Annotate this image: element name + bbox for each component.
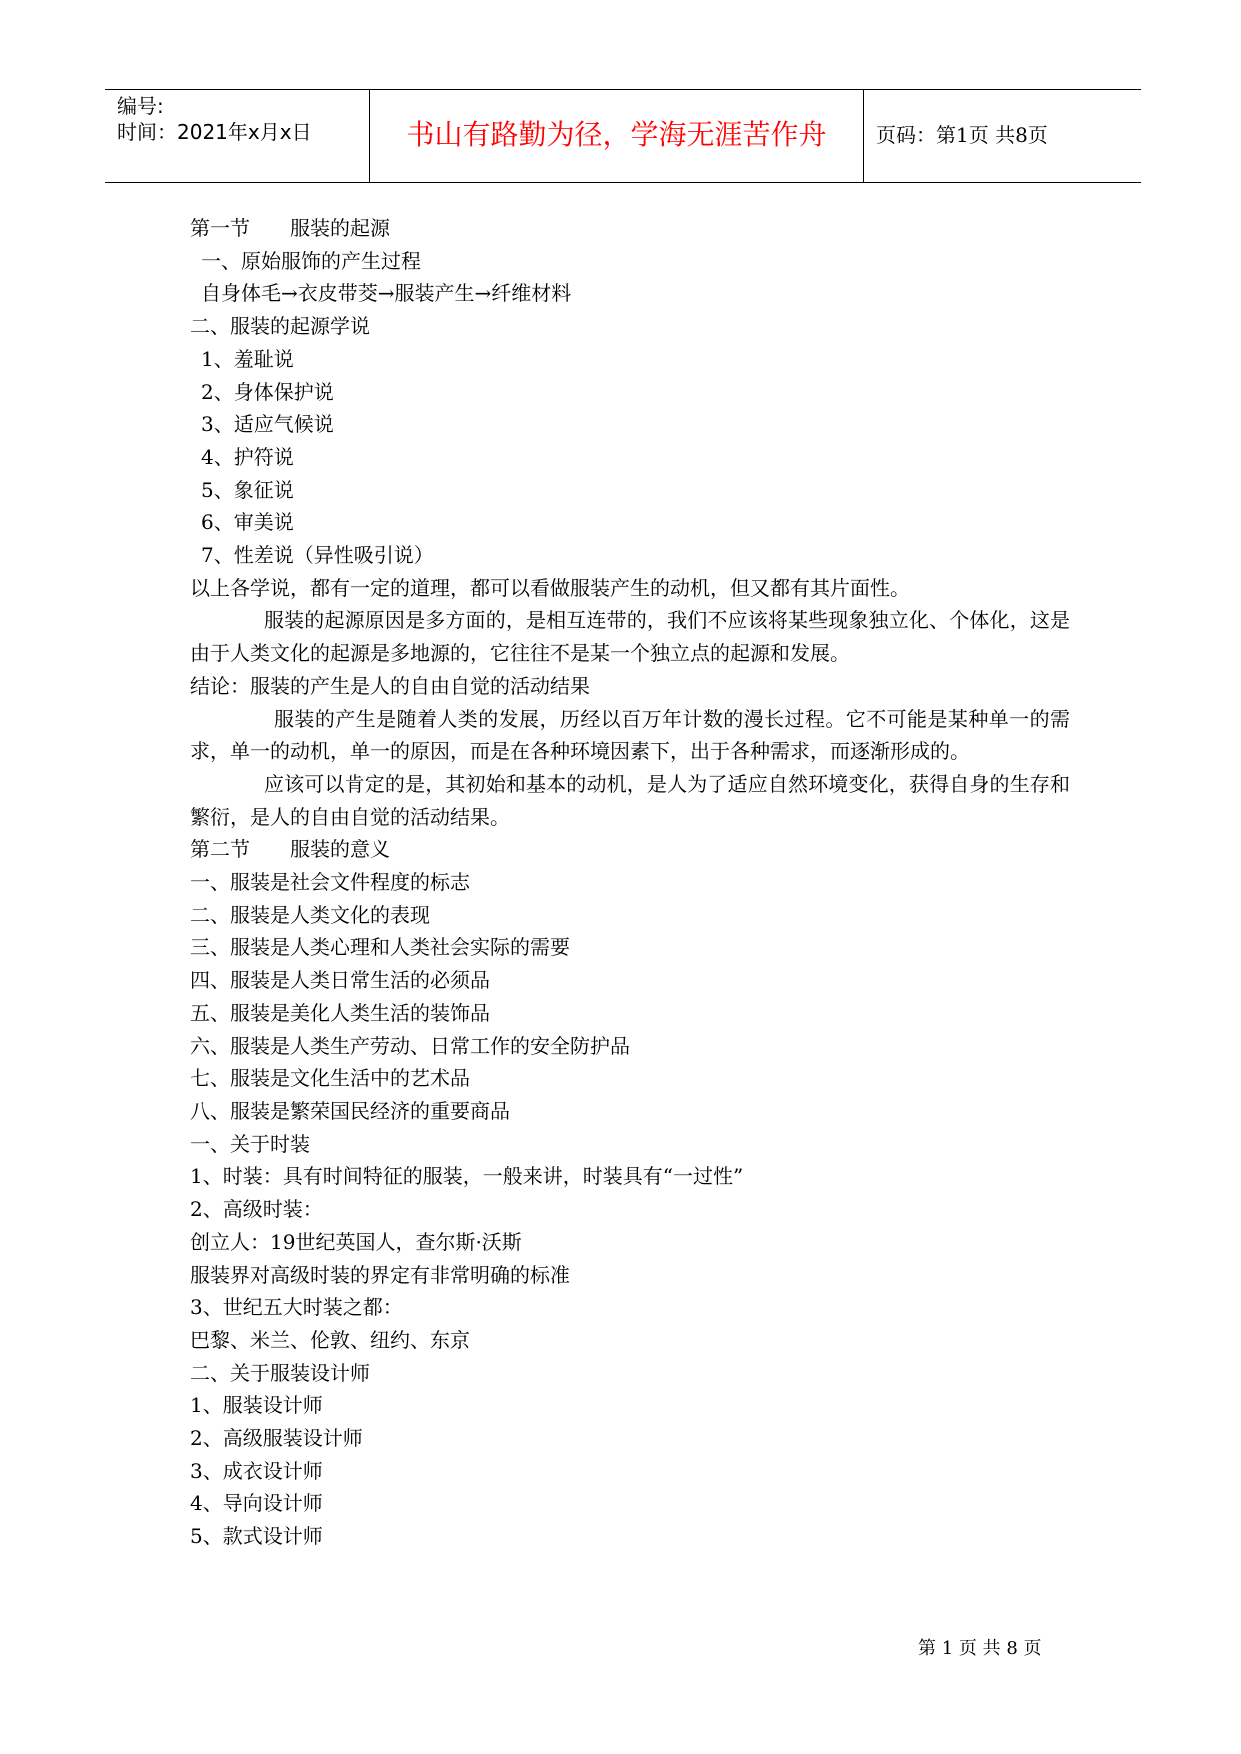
- header-right-cell: [864, 90, 1141, 182]
- body-paragraph: 3、成衣设计师: [190, 1458, 323, 1483]
- body-paragraph: 1、时装：具有时间特征的服装，一般来讲，时装具有“一过性”: [190, 1164, 744, 1189]
- document-body: [190, 212, 1070, 1553]
- header-motto: 书山有路勤为径，学海无涯苦作舟: [406, 118, 827, 151]
- body-paragraph: 2、高级时装：: [190, 1197, 323, 1222]
- body-paragraph: 应该可以肯定的是，其初始和基本的动机，是人为了适应自然环境变化，获得自身的生存和繁衍，是人的自由自觉的活动结果。: [190, 771, 1070, 829]
- body-paragraph: 1、羞耻说: [201, 346, 294, 371]
- body-paragraph: 一、关于时装: [190, 1131, 310, 1156]
- body-paragraph: 二、服装的起源学说: [190, 314, 370, 339]
- document-number-label: 编号:: [117, 94, 164, 118]
- body-paragraph: 3、适应气候说: [201, 412, 334, 437]
- body-paragraph: 六、服装是人类生产劳动、日常工作的安全防护品: [190, 1033, 630, 1058]
- body-paragraph: 第一节 服装的起源: [190, 216, 390, 240]
- body-paragraph: 以上各学说，都有一定的道理，都可以看做服装产生的动机，但又都有其片面性。: [190, 575, 910, 600]
- body-paragraph: 一、服装是社会文件程度的标志: [190, 870, 470, 895]
- body-paragraph: 四、服装是人类日常生活的必须品: [190, 968, 490, 993]
- document-time-label: 时间：2021年x月x日: [117, 120, 312, 144]
- body-paragraph: 巴黎、米兰、伦敦、纽约、东京: [190, 1327, 470, 1352]
- body-paragraph: 1、服装设计师: [190, 1393, 323, 1418]
- body-paragraph: 3、世纪五大时装之都：: [190, 1295, 403, 1320]
- body-paragraph: 三、服装是人类心理和人类社会实际的需要: [190, 935, 570, 960]
- body-paragraph: 4、护符说: [201, 444, 294, 469]
- body-paragraph: 一、原始服饰的产生过程: [201, 248, 421, 273]
- body-paragraph: 2、身体保护说: [201, 379, 334, 404]
- body-paragraph: 4、导向设计师: [190, 1491, 323, 1516]
- body-paragraph: 第二节 服装的意义: [190, 837, 390, 862]
- body-paragraph: 二、服装是人类文化的表现: [190, 902, 430, 927]
- body-paragraph: 自身体毛→衣皮带茭→服装产生→纤维材料: [201, 281, 572, 306]
- body-paragraph: 八、服装是繁荣国民经济的重要商品: [190, 1098, 510, 1123]
- body-paragraph: 七、服装是文化生活中的艺术品: [190, 1066, 470, 1091]
- header-left-cell: [105, 90, 370, 182]
- body-paragraph: 五、服装是美化人类生活的装饰品: [190, 1000, 490, 1025]
- body-paragraph: 7、性差说（异性吸引说）: [201, 543, 434, 568]
- body-paragraph: 结论：服装的产生是人的自由自觉的活动结果: [190, 673, 590, 698]
- body-paragraph: 二、关于服装设计师: [190, 1360, 370, 1385]
- body-paragraph: 创立人：19世纪英国人，查尔斯·沃斯: [190, 1229, 522, 1254]
- body-paragraph: 服装的起源原因是多方面的，是相互连带的，我们不应该将某些现象独立化、个体化，这是由于人类文化的起源是多地源的，它往往不是某一个独立点的起源和发展。: [190, 608, 1070, 666]
- body-paragraph: 5、款式设计师: [190, 1524, 323, 1549]
- body-paragraph: 2、高级服装设计师: [190, 1426, 363, 1451]
- document-header: [105, 89, 1141, 183]
- body-paragraph: 6、审美说: [201, 510, 294, 535]
- header-middle-cell: [370, 90, 864, 182]
- header-page-info: 页码：第1页 共8页: [876, 123, 1048, 147]
- body-paragraph: 5、象征说: [201, 477, 294, 502]
- body-paragraph: 服装界对高级时装的界定有非常明确的标准: [190, 1262, 570, 1287]
- page-footer: 第 1 页 共 8 页: [918, 1638, 1042, 1659]
- body-paragraph: 服装的产生是随着人类的发展，历经以百万年计数的漫长过程。它不可能是某种单一的需求，单一的动机，单一的原因，而是在各种环境因素下，出于各种需求，而逐渐形成的。: [190, 706, 1070, 764]
